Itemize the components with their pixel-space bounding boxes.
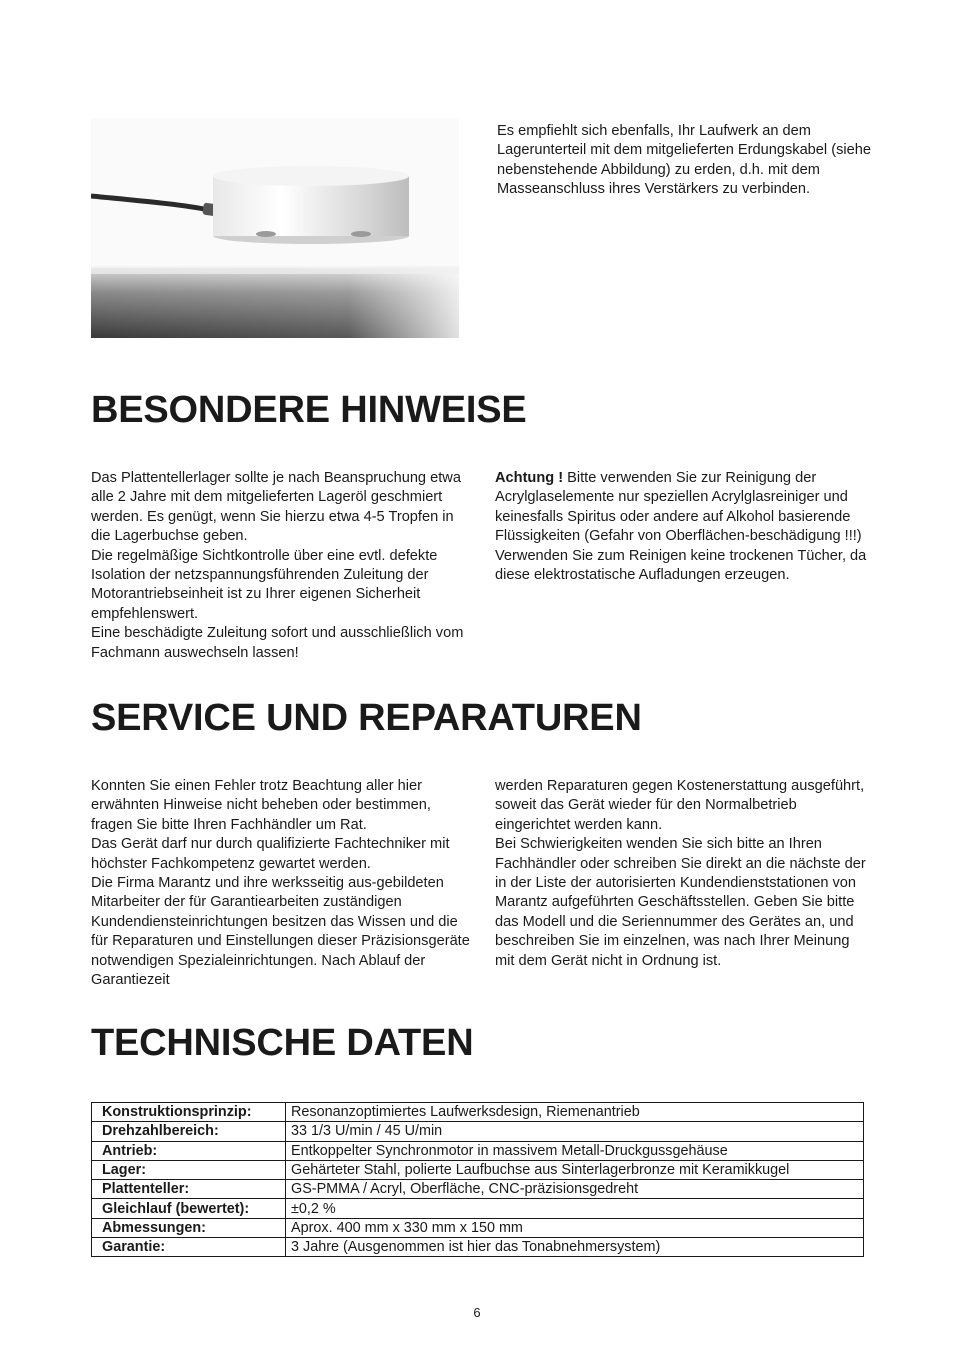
paragraph: Eine beschädigte Zuleitung sofort und ausschließlich vom Fachmann auswechseln lassen!: [91, 625, 464, 661]
table-row: [92, 1180, 864, 1199]
paragraph: Das Gerät darf nur durch qualifizierte Fachtechniker mit höchster Fachkompetenz gewartet werden.: [91, 836, 450, 872]
heading-service: SERVICE UND REPARATUREN: [91, 697, 642, 739]
intro-paragraph: Es empfiehlt sich ebenfalls, Ihr Laufwerk an dem Lagerunterteil mit dem mitgelieferten Erdungskabel (siehe nebenstehende Abbildung) zu erden, d.h. mit dem Masseanschluss ihres Verstärkers zu verbinden.: [497, 123, 871, 198]
bearing-photo: [91, 118, 459, 338]
spec-key: Drehzahlbereich:: [92, 1122, 286, 1141]
hinweise-left-column: [91, 469, 471, 663]
spec-key: Antrieb:: [92, 1141, 286, 1160]
paragraph: [495, 469, 870, 585]
service-left-column: [91, 777, 471, 990]
heading-besondere-hinweise: BESONDERE HINWEISE: [91, 389, 527, 431]
table-row: [92, 1122, 864, 1141]
spec-key: Garantie:: [92, 1238, 286, 1257]
spec-value: GS-PMMA / Acryl, Oberfläche, CNC-präzisionsgedreht: [286, 1180, 864, 1199]
spec-key: Lager:: [92, 1160, 286, 1179]
spec-key: Konstruktionsprinzip:: [92, 1103, 286, 1122]
paragraph: Das Plattentellerlager sollte je nach Beanspruchung etwa alle 2 Jahre mit dem mitgelieferten Lageröl geschmiert werden. Es genügt, wenn Sie hierzu etwa 4-5 Tropfen in die Lagerbuchse geben.: [91, 470, 461, 545]
table-row: [92, 1218, 864, 1237]
paragraph: Bei Schwierigkeiten wenden Sie sich bitte an Ihren Fachhändler oder schreiben Sie direkt an die nächste der in der Liste der autorisierten Kundendienststationen von Marantz aufgeführten Geschäftsstellen. Geben Sie bitte das Modell und die Seriennummer des Gerätes an, und beschreiben Sie im einzelnen, was nach Ihrer Meinung mit dem Gerät nicht in Ordnung ist.: [495, 836, 866, 969]
paragraph: werden Reparaturen gegen Kostenerstattung ausgeführt, soweit das Gerät wieder für den Normalbetrieb eingerichtet werden kann.: [495, 778, 865, 833]
paragraph: Konnten Sie einen Fehler trotz Beachtung aller hier erwähnten Hinweise nicht beheben oder bestimmen, fragen Sie bitte Ihren Fachhändler um Rat.: [91, 778, 431, 833]
warning-label: Achtung !: [495, 470, 564, 486]
table-row: [92, 1199, 864, 1218]
spec-value: Gehärteter Stahl, polierte Laufbuchse aus Sinterlagerbronze mit Keramikkugel: [286, 1160, 864, 1179]
heading-technische-daten: TECHNISCHE DATEN: [91, 1022, 474, 1064]
warning-text: Bitte verwenden Sie zur Reinigung der Acrylglaselemente nur speziellen Acrylglasreiniger und keinesfalls Spiritus oder andere auf Alkohol basierende Flüssigkeiten (Gefahr von Oberflächen-beschädigung !!!) Verwenden Sie zum Reinigen keine trockenen Tücher, da diese elektrostatische Aufladungen erzeugen.: [495, 470, 867, 584]
spec-key: Abmessungen:: [92, 1218, 286, 1237]
spec-value: Resonanzoptimiertes Laufwerksdesign, Riemenantrieb: [286, 1103, 864, 1122]
spec-value: Aprox. 400 mm x 330 mm x 150 mm: [286, 1218, 864, 1237]
page-number: 6: [473, 1305, 481, 1320]
paragraph: Die regelmäßige Sichtkontrolle über eine evtl. defekte Isolation der netzspannungsführenden Zuleitung der Motorantriebseinheit ist zu Ihrer eigenen Sicherheit empfehlenswert.: [91, 547, 438, 622]
spec-value: 3 Jahre (Ausgenommen ist hier das Tonabnehmersystem): [286, 1238, 864, 1257]
spec-key: Plattenteller:: [92, 1180, 286, 1199]
table-row: [92, 1103, 864, 1122]
spec-value: Entkoppelter Synchronmotor in massivem Metall-Druckgussgehäuse: [286, 1141, 864, 1160]
spec-key: Gleichlauf (bewertet):: [92, 1199, 286, 1218]
specs-table: [91, 1102, 864, 1257]
spec-value: 33 1/3 U/min / 45 U/min: [286, 1122, 864, 1141]
table-row: [92, 1160, 864, 1179]
table-row: [92, 1238, 864, 1257]
spec-value: ±0,2 %: [286, 1199, 864, 1218]
table-row: [92, 1141, 864, 1160]
hinweise-right-column: [495, 469, 870, 585]
paragraph: Die Firma Marantz und ihre werksseitig aus-gebildeten Mitarbeiter der für Garantiearbeiten zuständigen Kundendiensteinrichtungen besitzen das Wissen und die für Reparaturen und Einstellungen dieser Präzisionsgeräte notwendigen Spezialeinrichtungen. Nach Ablauf der Garantiezeit: [91, 875, 470, 989]
service-right-column: [495, 777, 870, 971]
